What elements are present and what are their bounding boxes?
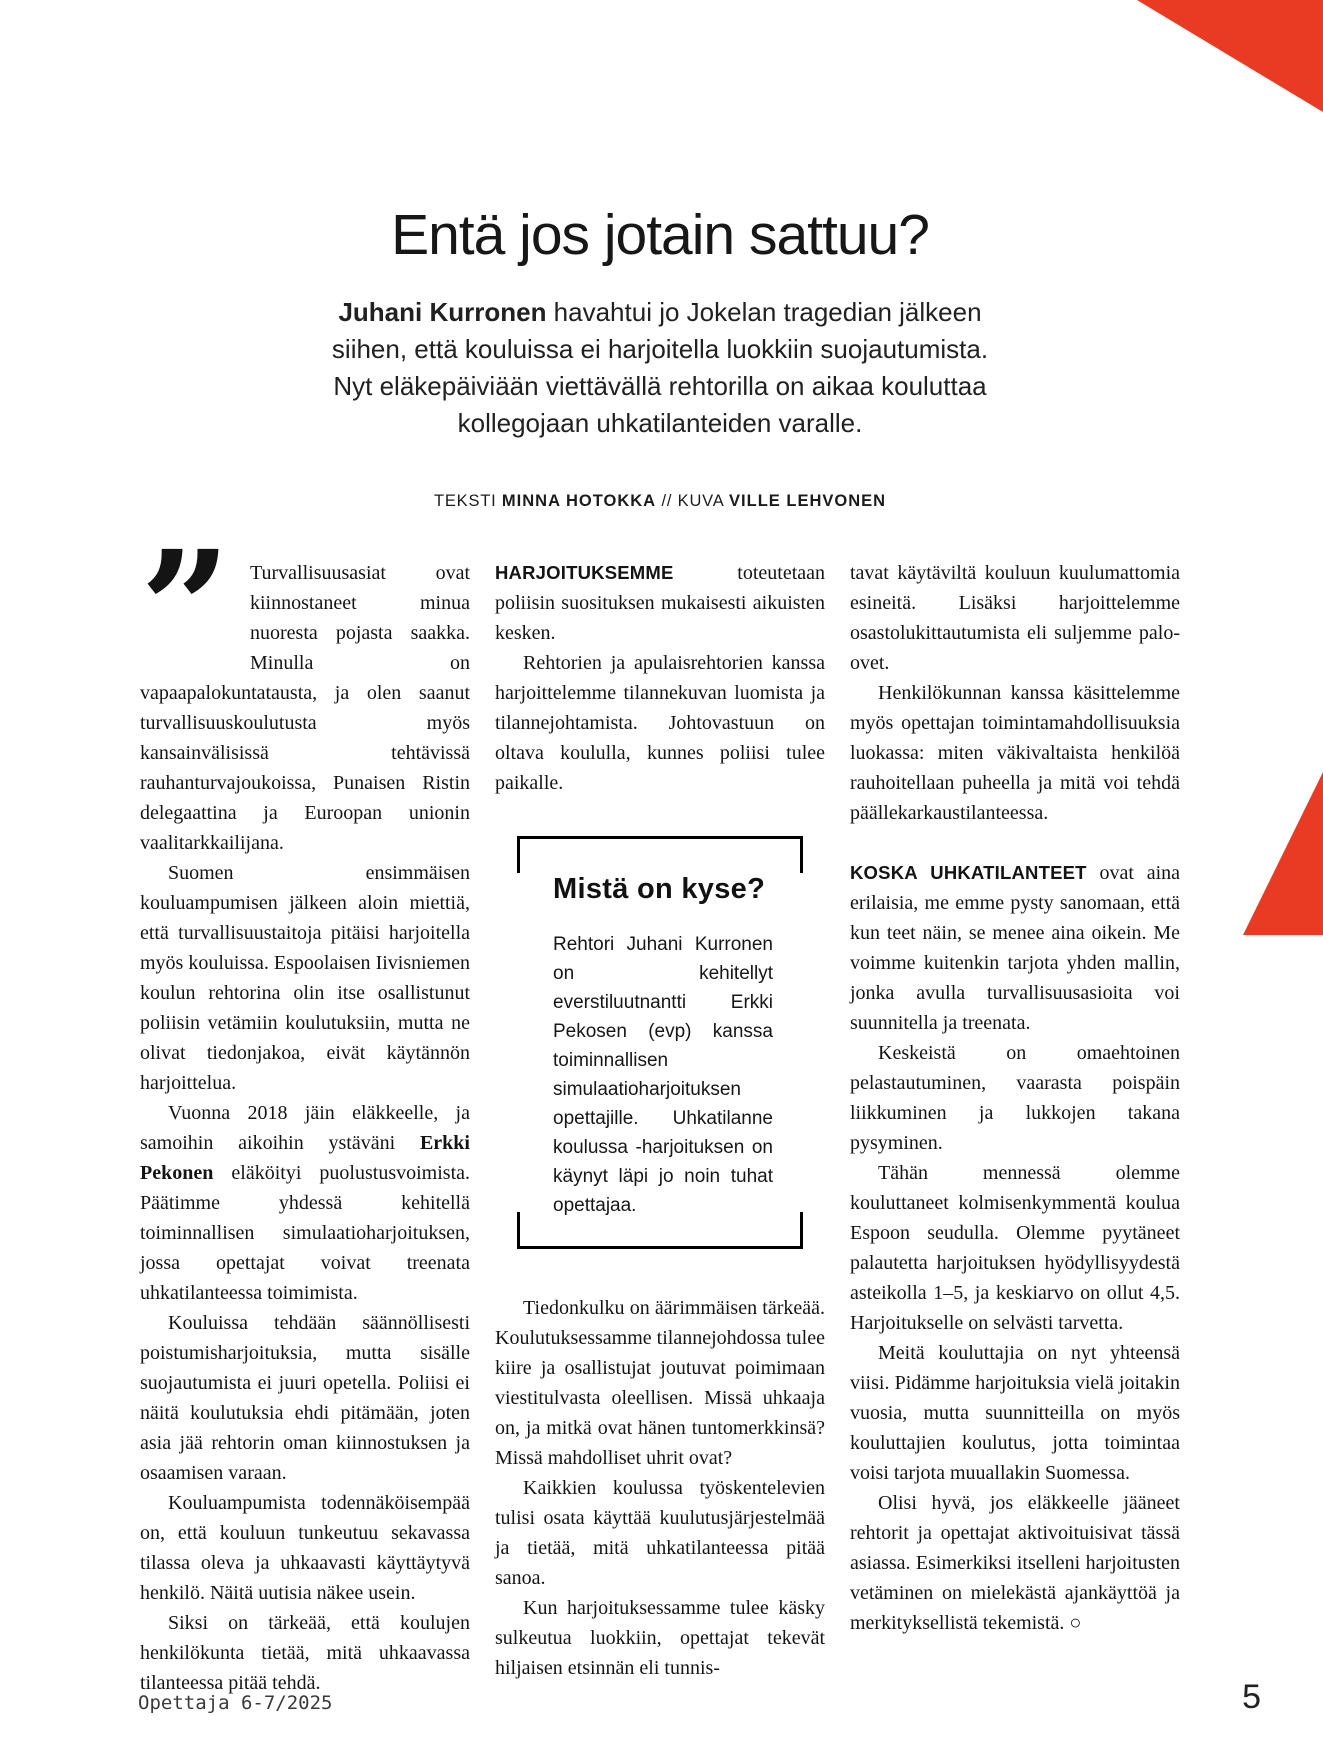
article-body xyxy=(140,517,1180,1698)
byline xyxy=(140,492,1180,511)
column-middle xyxy=(495,558,825,1698)
paragraph: Suomen ensimmäisen kouluampumisen jälkeen aloin miettiä, että turvallisuustaitoja pitäisi harjoitella myös kouluissa. Espoolaisen Iivisniemen koulun rehtorina olin itse osallistunut poliisin vetämiin koulutuksiin, mutta ne olivat tiedonjakoa, eivät käytännön harjoittelua. xyxy=(140,862,470,1094)
byline-photographer: VILLE LEHVONEN xyxy=(729,492,887,510)
byline-photo-label: KUVA xyxy=(677,492,724,510)
byline-text-label: TEKSTI xyxy=(433,492,497,510)
paragraph: KOSKA UHKATILANTEET ovat aina erilaisia, me emme pysty sanomaan, että kun teet näin, se menee aina oikein. Me voimme kuitenkin tarjota yhden mallin, jonka avulla turvallisuusasioita voi suunnitella ja treenata. xyxy=(850,862,1180,1034)
article-title: Entä jos jotain sattuu? xyxy=(391,203,929,267)
paragraph: Kaikkien koulussa työskentelevien tulisi osata käyttää kuulutusjärjestelmää ja tietää, mitä uhkatilanteessa pitää sanoa. xyxy=(495,1477,825,1589)
paragraph: Kun harjoituksessamme tulee käsky sulkeutua luokkiin, opettajat tekevät hiljaisen etsinnän eli tunnis- xyxy=(495,1597,825,1679)
paragraph: Rehtorien ja apulaisrehtorien kanssa harjoittelemme tilannekuvan luomista ja tilannejohtamista. Johtovastuun on oltava koululla, kunnes poliisi tulee paikalle. xyxy=(495,652,825,794)
edge-accent-right-icon xyxy=(1243,772,1323,935)
paragraph: Tiedonkulku on äärimmäisen tärkeää. Koulutuksessamme tilannejohdossa tulee kiire ja osallistujat joutuvat poimimaan viestitulvasta oleellisen. Missä uhkaaja on, ja mitkä ovat hänen tuntomerkkinsä? Missä mahdolliset uhrit ovat? xyxy=(495,1297,825,1469)
footer-page-number: 5 xyxy=(1242,1678,1261,1716)
byline-separator: // xyxy=(661,492,673,510)
paragraph: Meitä kouluttajia on nyt yhteensä viisi. Pidämme harjoituksia vielä joitakin vuosia, mutta suunnitteilla on myös kouluttajien koulutus, jotta toimintaa voisi tarjota muuallakin Suomessa. xyxy=(850,1342,1180,1484)
paragraph: Henkilökunnan kanssa käsittelemme myös opettajan toimintamahdollisuuksia luokassa: miten väkivaltaista henkilöä rauhoitellaan puheella ja mitä voi tehdä päällekarkaustilanteessa. xyxy=(850,682,1180,824)
paragraph: Siksi on tärkeää, että koulujen henkilökunta tietää, mitä uhkaavassa tilanteessa pitää tehdä. xyxy=(140,1612,470,1694)
paragraph: HARJOITUKSEMME toteutetaan poliisin suosituksen mukaisesti aikuisten kesken. xyxy=(495,562,825,644)
infobox xyxy=(517,836,803,1249)
byline-author: MINNA HOTOKKA xyxy=(501,492,657,510)
paragraph: Vuonna 2018 jäin eläkkeelle, ja samoihin aikoihin ystäväni Erkki Pekonen eläköityi puolustusvoimista. Päätimme yhdessä kehitellä toiminnallisen simulaatioharjoituksen, jossa opettajat voivat treenata uhkatilanteessa toimimista. xyxy=(140,1102,470,1304)
article-header xyxy=(140,0,1180,511)
paragraph: Kouluampumista todennäköisempää on, että kouluun tunkeutuu sekavassa tilassa oleva ja uhkaavasti käyttäytyvä henkilö. Näitä uutisia näkee usein. xyxy=(140,1492,470,1604)
paragraph: Keskeistä on omaehtoinen pelastautuminen, vaarasta poispäin liikkuminen ja lukkojen takana pysyminen. xyxy=(850,1042,1180,1154)
paragraph: Kouluissa tehdään säännöllisesti poistumisharjoituksia, mutta sisälle suojautumista ei juuri opetella. Poliisi ei näitä koulutuksia ehdi pitämään, joten asia jää rehtorin oman kiinnostuksen ja osaamisen varaan. xyxy=(140,1312,470,1484)
paragraph: Olisi hyvä, jos eläkkeelle jääneet rehtorit ja opettajat aktivoituisivat tässä asiassa. Esimerkiksi itselleni harjoitusten vetäminen on mielekästä ajankäyttöä ja merkityksellistä tekemistä. ○ xyxy=(850,1492,1180,1634)
article-lead: Juhani Kurronen havahtui jo Jokelan tragedian jälkeen siihen, että kouluissa ei harjoitella luokkiin suojautumista. Nyt eläkepäiviään viettävällä rehtorilla on aikaa kouluttaa kollegojaan uhkatilanteiden varalle. xyxy=(331,297,989,438)
footer-issue-label: Opettaja 6-7/2025 xyxy=(138,1692,333,1714)
infobox-body: Rehtori Juhani Kurronen on kehitellyt everstiluutnantti Erkki Pekosen (evp) kanssa toiminnallisen simulaatioharjoituksen opettajille. Uhkatilanne koulussa -harjoituksen on käynyt läpi jo noin tuhat opettajaa. xyxy=(553,934,773,1216)
column-right xyxy=(850,558,1180,1698)
lead-bold-name: Juhani Kurronen xyxy=(338,297,547,327)
infobox-title: Mistä on kyse? xyxy=(553,873,766,905)
paragraph: tavat käytäviltä kouluun kuulumattomia esineitä. Lisäksi harjoittelemme osastolukittautumista eli suljemme palo-ovet. xyxy=(850,562,1180,674)
column-left xyxy=(140,517,470,1698)
paragraph: ” Turvallisuusasiat ovat kiinnostaneet minua nuoresta pojasta saakka. Minulla on vapaapalokuntatausta, ja olen saanut turvallisuuskoulutusta myös kansainvälisissä tehtävissä rauhanturvajoukoissa, Punaisen Ristin delegaattina ja Euroopan unionin vaalitarkkailijana. xyxy=(140,517,470,854)
paragraph: Tähän mennessä olemme kouluttaneet kolmisenkymmentä koulua Espoon seudulla. Olemme pyytäneet palautetta harjoituksen hyödyllisyydestä asteikolla 1–5, ja keskiarvo on ollut 4,5. Harjoitukselle on selvästi tarvetta. xyxy=(850,1162,1180,1334)
opening-quote-mark: ” xyxy=(140,517,225,702)
